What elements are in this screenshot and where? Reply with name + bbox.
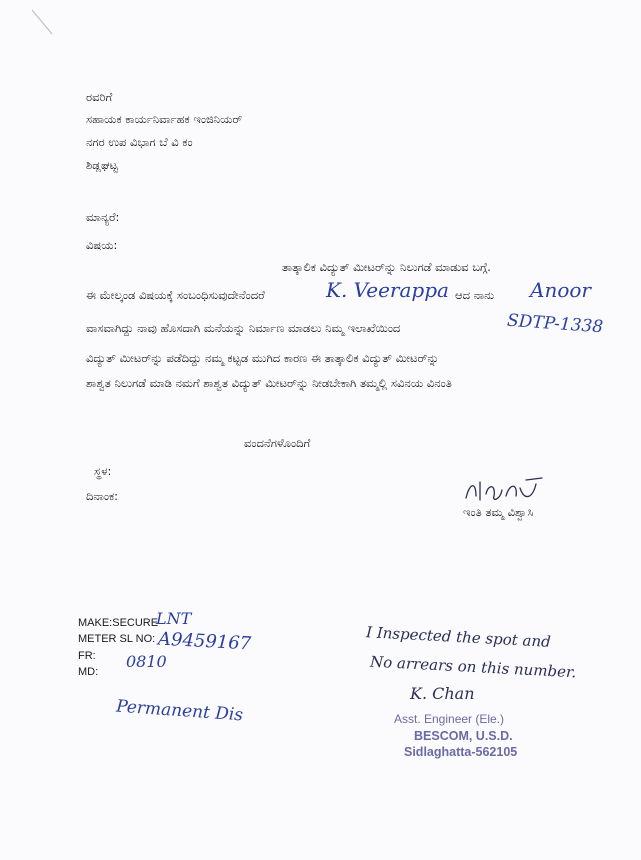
meter-fr-value: 0810 <box>126 652 167 671</box>
inspection-remark-2: No arrears on this number. <box>369 652 577 682</box>
stamp-designation: Asst. Engineer (Ele.) <box>394 712 505 726</box>
handwritten-note: Permanent Dis <box>115 696 244 726</box>
addressee-line-3: ನಗರ ಉಪ ವಿಭಾಗ ಬೆ ವಿ ಕಂ <box>86 135 193 149</box>
stamp-office: BESCOM, U.S.D. <box>414 729 513 743</box>
meter-md-label: MD: <box>78 666 99 678</box>
subject-label: ವಿಷಯ: <box>86 238 118 252</box>
paper-fold-mark <box>28 8 56 36</box>
applicant-signature <box>462 474 548 508</box>
salutation: ಮಾನ್ಯರೆ: <box>86 210 120 224</box>
addressee-line-2: ಸಹಾಯಕ ಕಾರ್ಯನಿರ್ವಾಹಕ ಇಂಜಿನಿಯರ್ <box>86 112 243 126</box>
meter-serial-label: METER SL NO: <box>78 633 156 645</box>
body-line-3: ವಿದ್ಯುತ್ ಮೀಟರ್‌ನ್ನು ಪಡೆದಿದ್ದು ನಮ್ಮ ಕಟ್ಟಡ ಮುಗಿದ ಕಾರಣ ಈ ತಾತ್ಕಾಲಿಕ ವಿದ್ಯುತ್ ಮೀಟರ್‌ನ್ನು <box>86 351 439 365</box>
body-line-1-suffix: ಆದ ನಾನು <box>455 288 495 302</box>
sign-off: ಇಂತಿ ತಮ್ಮ ವಿಶ್ವಾಸಿ <box>463 505 534 519</box>
stamp-place: Sidlaghatta-562105 <box>404 745 518 759</box>
meter-fr-label: FR: <box>78 650 96 662</box>
handwritten-village: Anoor <box>530 278 591 302</box>
addressee-line-4: ಶಿಡ್ಲಘಟ್ಟ <box>86 158 118 172</box>
body-line-2: ವಾಸವಾಗಿದ್ದು ನಾವು ಹೊಸದಾಗಿ ಮನೆಯನ್ನು ನಿರ್ಮಾಣ ಮಾಡಲು ನಿಮ್ಮ ಇಲಾಖೆಯಿಂದ <box>86 321 401 335</box>
place-label: ಸ್ಥಳ: <box>94 464 112 478</box>
meter-serial-value: A9459167 <box>157 628 252 655</box>
meter-make-value: LNT <box>156 609 192 628</box>
date-label: ದಿನಾಂಕ: <box>86 489 119 503</box>
handwritten-reference: SDTP-1338 <box>506 310 604 338</box>
closing: ವಂದನೆಗಳೊಂದಿಗೆ <box>244 436 311 450</box>
addressee-line-1: ರವರಿಗೆ <box>86 90 113 104</box>
inspection-remark-1: I Inspected the spot and <box>365 623 552 651</box>
handwritten-name: K. Veerappa <box>326 278 449 302</box>
engineer-signature: K. Chan <box>410 684 475 703</box>
subject-text: ತಾತ್ಕಾಲಿಕ ವಿದ್ಯುತ್ ಮೀಟರ್‌ನ್ನು ನಿಲುಗಡೆ ಮಾಡುವ ಬಗ್ಗೆ. <box>282 260 491 274</box>
meter-make-label: MAKE:SECURE <box>78 617 159 629</box>
body-line-4: ಶಾಶ್ವತ ನಿಲುಗಡೆ ಮಾಡಿ ನಮಗೆ ಶಾಶ್ವತ ವಿದ್ಯುತ್ ಮೀಟರ್‌ನ್ನು ನೀಡಬೇಕಾಗಿ ತಮ್ಮಲ್ಲಿ ಸವಿನಯ ವಿನಂತಿ <box>86 376 452 390</box>
body-line-1: ಈ ಮೇಲ್ಕಂಡ ವಿಷಯಕ್ಕೆ ಸಂಬಂಧಿಸುವುದೇನೆಂದರೆ <box>86 288 265 302</box>
